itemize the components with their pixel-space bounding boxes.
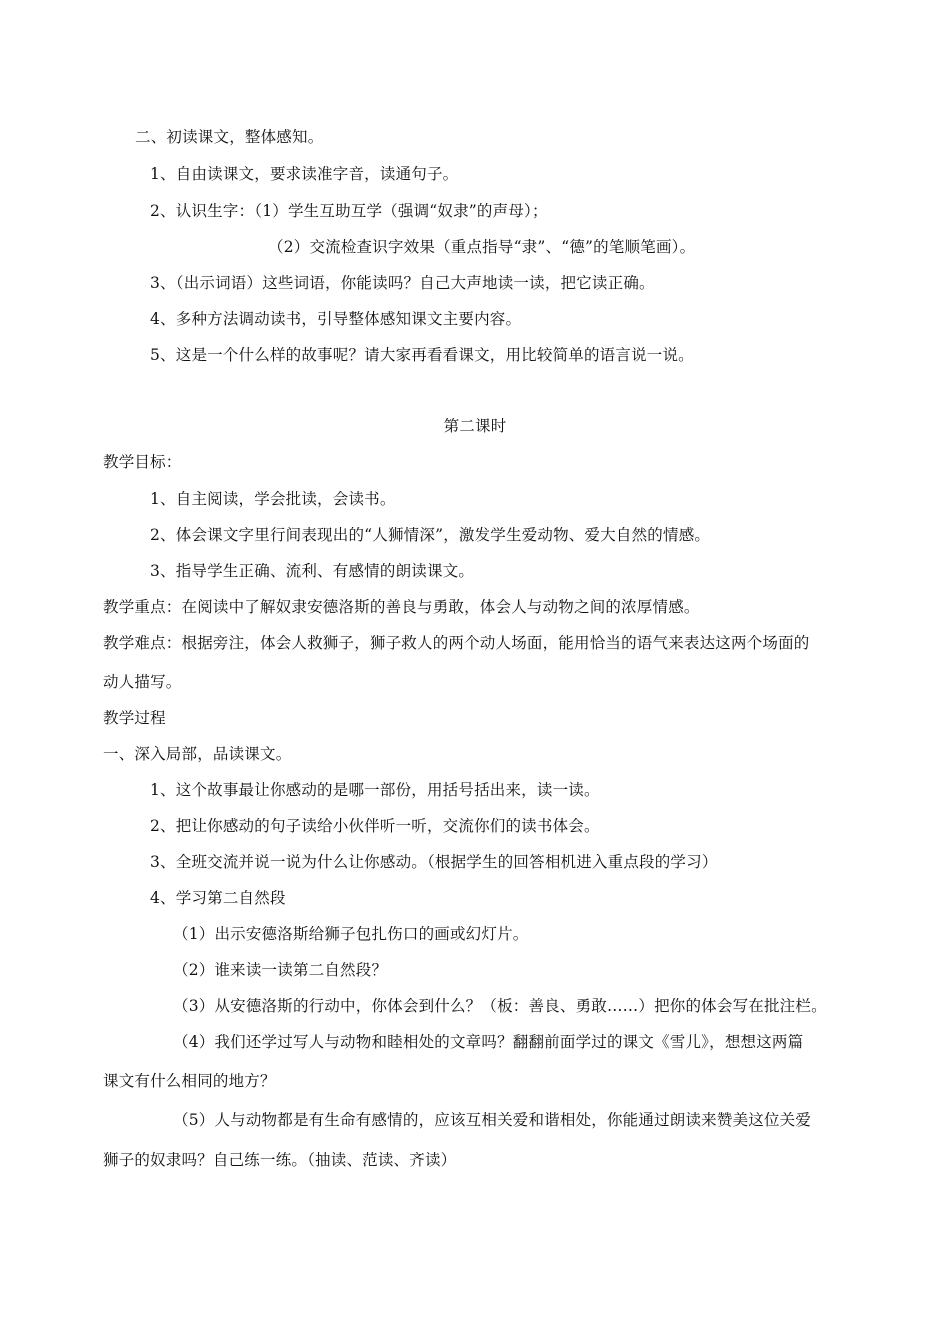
list-item: （2）谁来读一读第二自然段？ [173, 961, 388, 979]
lesson-title: 第二课时 [443, 417, 507, 435]
objectives-label: 教学目标： [103, 453, 182, 471]
list-item-continued: 课文有什么相同的地方？ [103, 1072, 276, 1090]
list-item: 1、自由读课文，要求读准字音，读通句子。 [150, 165, 459, 183]
list-item: 2、把让你感动的句子读给小伙伴听一听，交流你们的读书体会。 [150, 817, 600, 835]
list-item: 3、指导学生正确、流利、有感情的朗读课文。 [150, 562, 475, 580]
difficulty-text-continued: 动人描写。 [103, 673, 182, 691]
section-heading-first-reading: 二、初读课文，整体感知。 [135, 128, 324, 146]
section-heading-deep-reading: 一、深入局部，品读课文。 [103, 745, 292, 763]
list-item-continued: 狮子的奴隶吗？自己练一练。（抽读、范读、齐读） [103, 1151, 457, 1169]
list-item: 3、全班交流并说一说为什么让你感动。（根据学生的回答相机进入重点段的学习） [150, 853, 718, 871]
list-item: 5、这是一个什么样的故事呢？请大家再看看课文，用比较简单的语言说一说。 [150, 346, 694, 364]
list-item: （2）交流检查识字效果（重点指导“隶”、“德”的笔顺笔画）。 [268, 238, 696, 256]
list-item: 2、体会课文字里行间表现出的“人狮情深”，激发学生爱动物、爱大自然的情感。 [150, 526, 711, 544]
list-item: （1）出示安德洛斯给狮子包扎伤口的画或幻灯片。 [173, 925, 529, 943]
list-item: （4）我们还学过写人与动物和睦相处的文章吗？翻翻前面学过的课文《雪儿》，想想这两篇 [173, 1033, 804, 1051]
list-item: 1、这个故事最让你感动的是哪一部份，用括号括出来，读一读。 [150, 781, 600, 799]
difficulty-text: 教学难点：根据旁注，体会人救狮子，狮子救人的两个动人场面，能用恰当的语气来表达这两个场面的 [103, 634, 810, 652]
list-item: 4、学习第二自然段 [150, 889, 286, 907]
list-item: 4、多种方法调动读书，引导整体感知课文主要内容。 [150, 310, 522, 328]
process-label: 教学过程 [103, 709, 166, 727]
list-item: （5）人与动物都是有生命有感情的，应该互相关爱和谐相处，你能通过朗读来赞美这位关爱 [173, 1111, 812, 1129]
key-point-text: 教学重点：在阅读中了解奴隶安德洛斯的善良与勇敢，体会人与动物之间的浓厚情感。 [103, 598, 700, 616]
list-item: （3）从安德洛斯的行动中，你体会到什么？（板：善良、勇敢……）把你的体会写在批注栏。 [173, 997, 827, 1015]
list-item: 2、认识生字：（1）学生互助互学（强调“奴隶”的声母）； [150, 202, 548, 220]
list-item: 1、自主阅读，学会批读，会读书。 [150, 490, 396, 508]
list-item: 3、（出示词语）这些词语，你能读吗？自己大声地读一读，把它读正确。 [150, 274, 655, 292]
